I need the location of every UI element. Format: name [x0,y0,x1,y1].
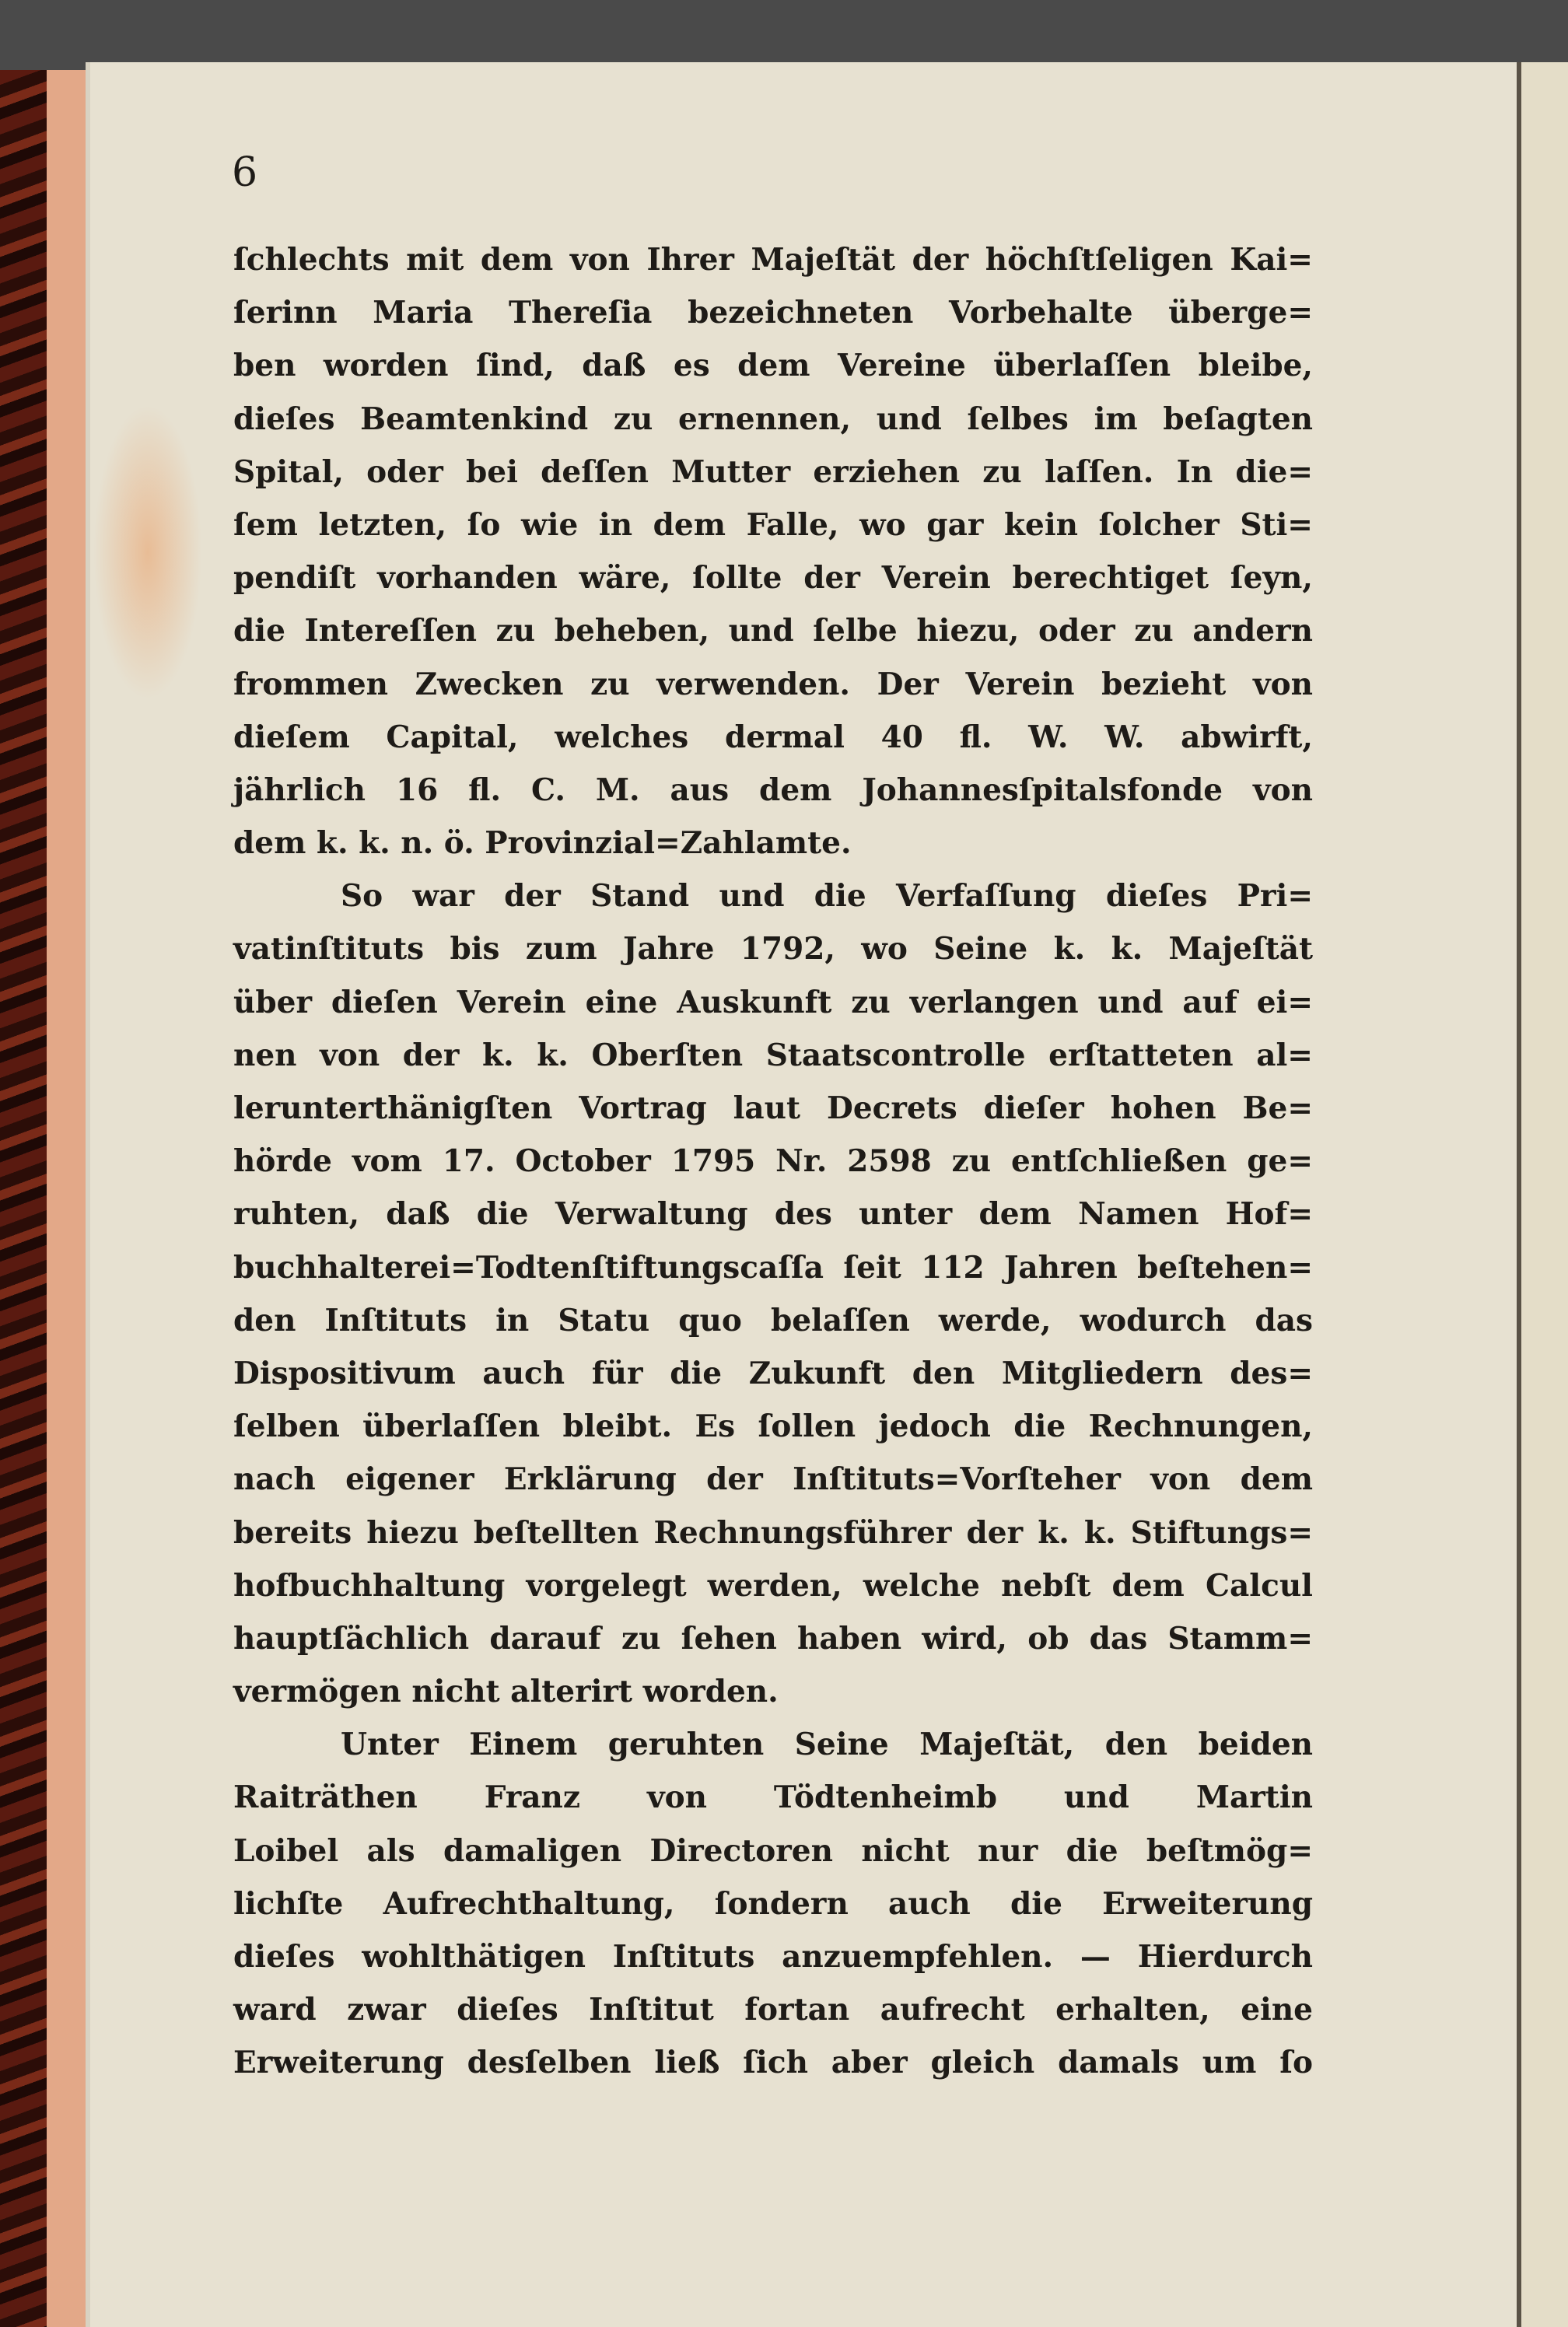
text-line: So war der Stand und die Verfaſſung dieſes Pri= [341,878,1313,915]
text-line: ruhten, daß die Verwaltung des unter dem Namen Hof= [233,1196,1313,1233]
text-line: Dispositivum auch für die Zukunft den Mitgliedern des= [233,1355,1313,1391]
cover-edge [47,70,86,2327]
text-line: ward zwar dieſes Inſtitut fortan aufrecht erhalten, eine [233,1992,1313,2028]
paper-stain [93,404,202,700]
text-line: Spital, oder bei deſſen Mutter erziehen zu laſſen. In die= [233,453,1313,490]
text-line: lerunterthänigſten Vortrag laut Decrets dieſer hohen Be= [233,1090,1313,1126]
text-line: buchhalterei=Todtenſtiftungscaſſa ſeit 112 Jahren beſtehen= [233,1249,1313,1286]
text-line: Unter Einem geruhten Seine Majeſtät, den beiden [341,1727,1313,1763]
text-line: Loibel als damaligen Directoren nicht nur die beſtmög= [233,1832,1313,1869]
text-line: ſerinn Maria Thereſia bezeichneten Vorbehalte überge= [233,295,1313,331]
text-line: bereits hiezu beſtellten Rechnungsführer der k. k. Stiftungs= [233,1514,1313,1551]
text-line: pendiſt vorhanden wäre, ſollte der Verein berechtiget ſeyn, [233,560,1313,597]
text-line: nen von der k. k. Oberſten Staatscontrolle erſtatteten al= [233,1037,1313,1073]
text-line: Erweiterung desſelben ließ ſich aber gleich damals um ſo [233,2045,1313,2081]
facing-page-edge [1517,62,1568,2327]
page-number: 6 [232,149,258,196]
text-line: frommen Zwecken zu verwenden. Der Verein bezieht von [233,666,1313,702]
scan-backdrop [0,0,1568,70]
text-line: Raiträthen Franz von Tödtenheimb und Martin [233,1779,1313,1816]
text-line: dieſes wohlthätigen Inſtituts anzuempfehlen. — Hierdurch [233,1939,1313,1975]
text-line: ſchlechts mit dem von Ihrer Majeſtät der höchſtſeligen Kai= [233,242,1313,278]
text-line: ſem letzten, ſo wie in dem Falle, wo gar kein ſolcher Sti= [233,506,1313,543]
text-line: ben worden ſind, daß es dem Vereine überlaſſen bleibe, [233,348,1313,384]
text-line: dieſes Beamtenkind zu ernennen, und ſelbes im beſagten [233,401,1313,437]
text-line: vatinſtituts bis zum Jahre 1792, wo Seine k. k. Majeſtät [233,931,1313,968]
text-line: jährlich 16 fl. C. M. aus dem Johannesſpitalsfonde von [233,772,1313,808]
text-line: vermögen nicht alterirt worden. [233,1674,779,1710]
marbled-cover [0,70,47,2327]
text-line: den Inſtituts in Statu quo belaſſen werde, wodurch das [233,1302,1313,1338]
text-line: lichſte Aufrechthaltung, ſondern auch die Erweiterung [233,1885,1313,1922]
body-text [233,233,1313,2090]
text-line: hörde vom 17. October 1795 Nr. 2598 zu entſchließen ge= [233,1143,1313,1180]
text-line: die Intereſſen zu beheben, und ſelbe hiezu, oder zu andern [233,613,1313,649]
text-line: dem k. k. n. ö. Provinzial=Zahlamte. [233,825,852,862]
text-line: hauptſächlich darauf zu ſehen haben wird, ob das Stamm= [233,1620,1313,1657]
text-line: ſelben überlaſſen bleibt. Es ſollen jedoch die Rechnungen, [233,1408,1313,1445]
text-line: nach eigener Erklärung der Inſtituts=Vorſteher von dem [233,1461,1313,1498]
text-line: über dieſen Verein eine Auskunft zu verlangen und auf ei= [233,984,1313,1020]
text-line: dieſem Capital, welches dermal 40 fl. W. W. abwirft, [233,719,1313,755]
text-line: hofbuchhaltung vorgelegt werden, welche nebſt dem Calcul [233,1567,1313,1604]
